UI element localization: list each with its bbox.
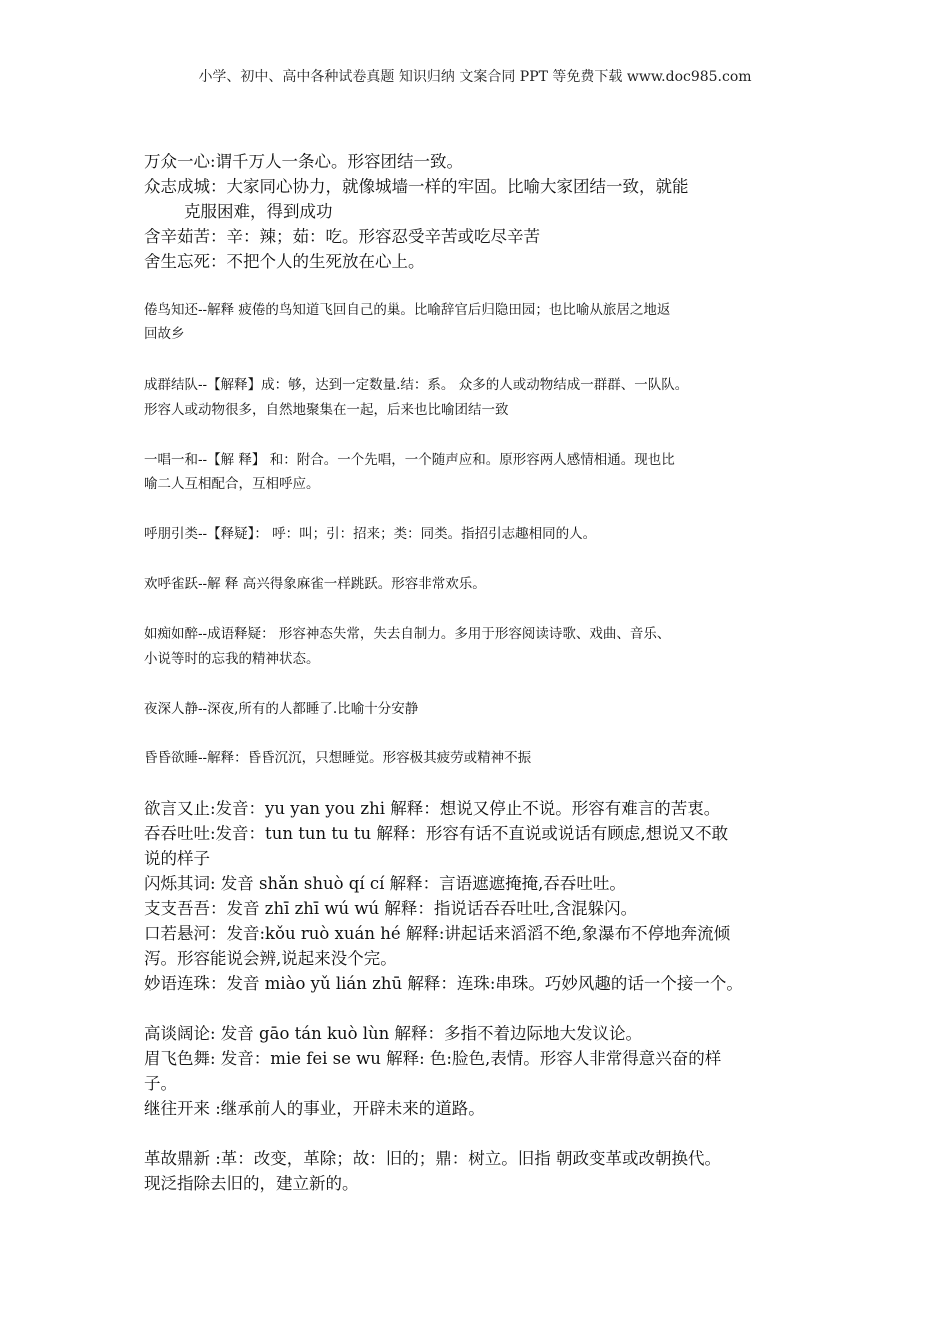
idiom-line: 泻。形容能说会辨,说起来没个完。	[144, 949, 397, 968]
idiom-line: 现泛指除去旧的，建立新的。	[144, 1174, 359, 1193]
idiom-line: 闪烁其词: 发音 shǎn shuò qí cí 解释：言语遮遮掩掩,吞吞吐吐。	[144, 874, 626, 893]
idiom-line: 继往开来 :继承前人的事业，开辟未来的道路。	[144, 1099, 485, 1118]
idiom-line: 夜深人静--深夜,所有的人都睡了.比喻十分安静	[144, 701, 419, 717]
page-header: 小学、初中、高中各种试卷真题 知识归纳 文案合同 PPT 等免费下载 www.doc985.com	[198, 69, 752, 85]
idiom-line: 子。	[144, 1074, 177, 1093]
idiom-line: 欢呼雀跃--解 释 高兴得象麻雀一样跳跃。形容非常欢乐。	[144, 576, 486, 592]
idiom-line: 革故鼎新 :革：改变，革除；故：旧的；鼎：树立。旧指 朝政变革或改朝换代。	[144, 1149, 722, 1168]
idiom-line: 妙语连珠：发音 miào yǔ lián zhū 解释：连珠:串珠。巧妙风趣的话一个接一个。	[144, 974, 743, 993]
idiom-line: 口若悬河：发音:kǒu ruò xuán hé 解释:讲起话来滔滔不绝,象瀑布不停地奔流倾	[144, 924, 731, 943]
idiom-line: 众志成城：大家同心协力，就像城墙一样的牢固。比喻大家团结一致，就能	[144, 177, 689, 196]
idiom-line: 喻二人互相配合，互相呼应。	[144, 476, 320, 492]
idiom-line: 含辛茹苦：辛：辣；茹：吃。形容忍受辛苦或吃尽辛苦	[144, 227, 540, 246]
idiom-line: 如痴如醉--成语释疑： 形容神态失常，失去自制力。多用于形容阅读诗歌、戏曲、音乐、	[144, 626, 671, 642]
idiom-line: 克服困难，得到成功	[184, 202, 333, 221]
idiom-line: 回故乡	[144, 326, 185, 342]
idiom-line: 支支吾吾：发音 zhī zhī wú wú 解释：指说话吞吞吐吐,含混躲闪。	[144, 899, 638, 918]
idiom-line: 吞吞吐吐:发音：tun tun tu tu 解释：形容有话不直说或说话有顾虑,想说又不敢	[144, 824, 729, 843]
idiom-line: 形容人或动物很多，自然地聚集在一起，后来也比喻团结一致	[144, 402, 509, 418]
idiom-line: 欲言又止:发音：yu yan you zhi 解释：想说又停止不说。形容有难言的苦衷。	[144, 799, 721, 818]
idiom-line: 一唱一和--【解 释】 和：附合。一个先唱，一个随声应和。原形容两人感情相通。现也比	[144, 452, 675, 468]
idiom-line: 说的样子	[144, 849, 210, 868]
idiom-line: 眉飞色舞: 发音：mie fei se wu 解释: 色:脸色,表情。形容人非常得意兴奋的样	[144, 1049, 722, 1068]
idiom-line: 万众一心:谓千万人一条心。形容团结一致。	[144, 152, 464, 171]
idiom-line: 昏昏欲睡--解释：昏昏沉沉，只想睡觉。形容极其疲劳或精神不振	[144, 750, 532, 766]
idiom-line: 舍生忘死：不把个人的生死放在心上。	[144, 252, 425, 271]
idiom-line: 成群结队--【解释】成：够，达到一定数量.结：系。 众多的人或动物结成一群群、一队队。	[144, 377, 689, 393]
idiom-line: 呼朋引类--【释疑】： 呼：叫；引：招来；类：同类。指招引志趣相同的人。	[144, 526, 597, 542]
idiom-line: 高谈阔论: 发音 gāo tán kuò lùn 解释：多指不着边际地大发议论。	[144, 1024, 643, 1043]
idiom-line: 小说等时的忘我的精神状态。	[144, 651, 320, 667]
idiom-line: 倦鸟知还--解释 疲倦的鸟知道飞回自己的巢。比喻辞官后归隐田园；也比喻从旅居之地返	[144, 302, 671, 318]
